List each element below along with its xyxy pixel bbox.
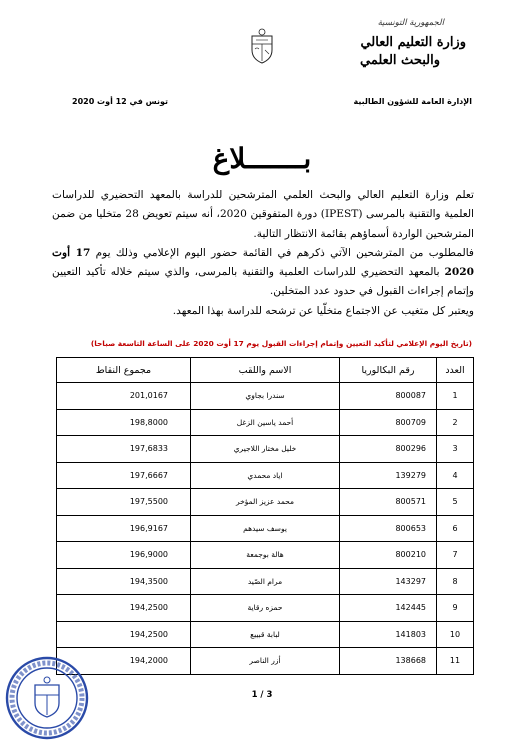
- page-title: بـــــــلاغ: [212, 142, 312, 175]
- table-row: [57, 409, 474, 436]
- paragraph-2-part-a: فالمطلوب من المترشحين الآتي ذكرهم في القائمة حضور اليوم الإعلامي وذلك يوم: [90, 246, 474, 259]
- republic-label: الجمهورية التونسية: [377, 18, 444, 28]
- paragraph-2: [52, 244, 474, 302]
- cell-number: 2: [437, 409, 474, 436]
- table-row: [57, 595, 474, 622]
- table-row: [57, 436, 474, 463]
- cell-score: 197,6667: [57, 462, 191, 489]
- cell-bac-number: 800296: [340, 436, 437, 463]
- cell-score: 198,8000: [57, 409, 191, 436]
- info-day-notice: (تاريخ اليوم الإعلامي لتأكيد التعيين وإتمام إجراءات القبول يوم 17 أوت 2020 على الساعة التاسعة صباحا): [90, 339, 472, 348]
- candidates-table: [56, 357, 474, 675]
- cell-score: 196,9167: [57, 515, 191, 542]
- table-row: [57, 568, 474, 595]
- document-date: تونس في 12 أوت 2020: [72, 97, 168, 106]
- cell-name: محمد عزيز المؤخر: [191, 489, 340, 516]
- cell-score: 194,3500: [57, 568, 191, 595]
- cell-score: 197,5500: [57, 489, 191, 516]
- table-row: [57, 542, 474, 569]
- coat-of-arms-icon: [249, 28, 275, 64]
- cell-number: 1: [437, 383, 474, 410]
- table-row: [57, 383, 474, 410]
- cell-score: 194,2000: [57, 648, 191, 675]
- table-row: [57, 515, 474, 542]
- cell-name: خليل مختار اللاجيري: [191, 436, 340, 463]
- cell-number: 11: [437, 648, 474, 675]
- cell-score: 194,2500: [57, 595, 191, 622]
- cell-number: 8: [437, 568, 474, 595]
- ministry-name-line2: والبحث العلمي: [360, 53, 440, 68]
- cell-bac-number: 800571: [340, 489, 437, 516]
- cell-score: 196,9000: [57, 542, 191, 569]
- table-header-row: [57, 358, 474, 383]
- cell-bac-number: 142445: [340, 595, 437, 622]
- cell-bac-number: 800210: [340, 542, 437, 569]
- cell-name: اياد محمدي: [191, 462, 340, 489]
- cell-bac-number: 141803: [340, 621, 437, 648]
- announcement-body: [52, 186, 474, 321]
- cell-name: أحمد ياسين الزغل: [191, 409, 340, 436]
- page-number: 1 / 3: [251, 690, 273, 700]
- ministry-name-line1: وزارة التعليم العالي: [360, 35, 466, 50]
- col-header-name: الاسم واللقب: [191, 358, 340, 383]
- col-header-bac-number: رقم البكالوريا: [340, 358, 437, 383]
- cell-name: يوسف سيدهم: [191, 515, 340, 542]
- cell-number: 6: [437, 515, 474, 542]
- cell-score: 194,2500: [57, 621, 191, 648]
- table-row: [57, 621, 474, 648]
- table-row: [57, 648, 474, 675]
- col-header-number: العدد: [437, 358, 474, 383]
- cell-score: 201,0167: [57, 383, 191, 410]
- info-day-date: 17 أوت 2020: [52, 246, 474, 279]
- cell-bac-number: 139279: [340, 462, 437, 489]
- col-header-score: مجموع النقاط: [57, 358, 191, 383]
- cell-name: هالة بوجمعة: [191, 542, 340, 569]
- department-label: الإدارة العامة للشؤون الطالبية: [353, 97, 472, 106]
- paragraph-3: ويعتبر كل متغيب عن الاجتماع متخلّيا عن ترشحه للدراسة بهذا المعهد.: [172, 304, 474, 317]
- cell-number: 3: [437, 436, 474, 463]
- cell-bac-number: 143297: [340, 568, 437, 595]
- cell-name: لبابة قبيبع: [191, 621, 340, 648]
- cell-number: 5: [437, 489, 474, 516]
- cell-bac-number: 800653: [340, 515, 437, 542]
- paragraph-1: تعلم وزارة التعليم العالي والبحث العلمي المترشحين للدراسة بالمعهد التحضيري للدراسات العلمية والتقنية بالمرسى (IPEST) دورة المتفوقين 2020، أنه سيتم تعويض 28 متخليا من ضمن المترشحين الواردة أسماؤهم بقائمة الانتظار التالية.: [52, 189, 475, 240]
- cell-number: 10: [437, 621, 474, 648]
- table-row: [57, 489, 474, 516]
- cell-number: 9: [437, 595, 474, 622]
- cell-name: سندرا بجاوي: [191, 383, 340, 410]
- cell-name: حمزه رقاية: [191, 595, 340, 622]
- paragraph-2-part-b: بالمعهد التحضيري للدراسات العلمية والتقنية بالمرسى، والذي سيتم خلاله تأكيد التعيين وإتمام إجراءات القبول في حدود عدد المتخلين.: [52, 266, 474, 298]
- cell-number: 7: [437, 542, 474, 569]
- cell-name: أزر الناصر: [191, 648, 340, 675]
- cell-bac-number: 138668: [340, 648, 437, 675]
- cell-bac-number: 800709: [340, 409, 437, 436]
- cell-name: مرام الصّيد: [191, 568, 340, 595]
- cell-number: 4: [437, 462, 474, 489]
- ministry-header: [336, 18, 466, 70]
- cell-bac-number: 800087: [340, 383, 437, 410]
- cell-score: 197,6833: [57, 436, 191, 463]
- table-row: [57, 462, 474, 489]
